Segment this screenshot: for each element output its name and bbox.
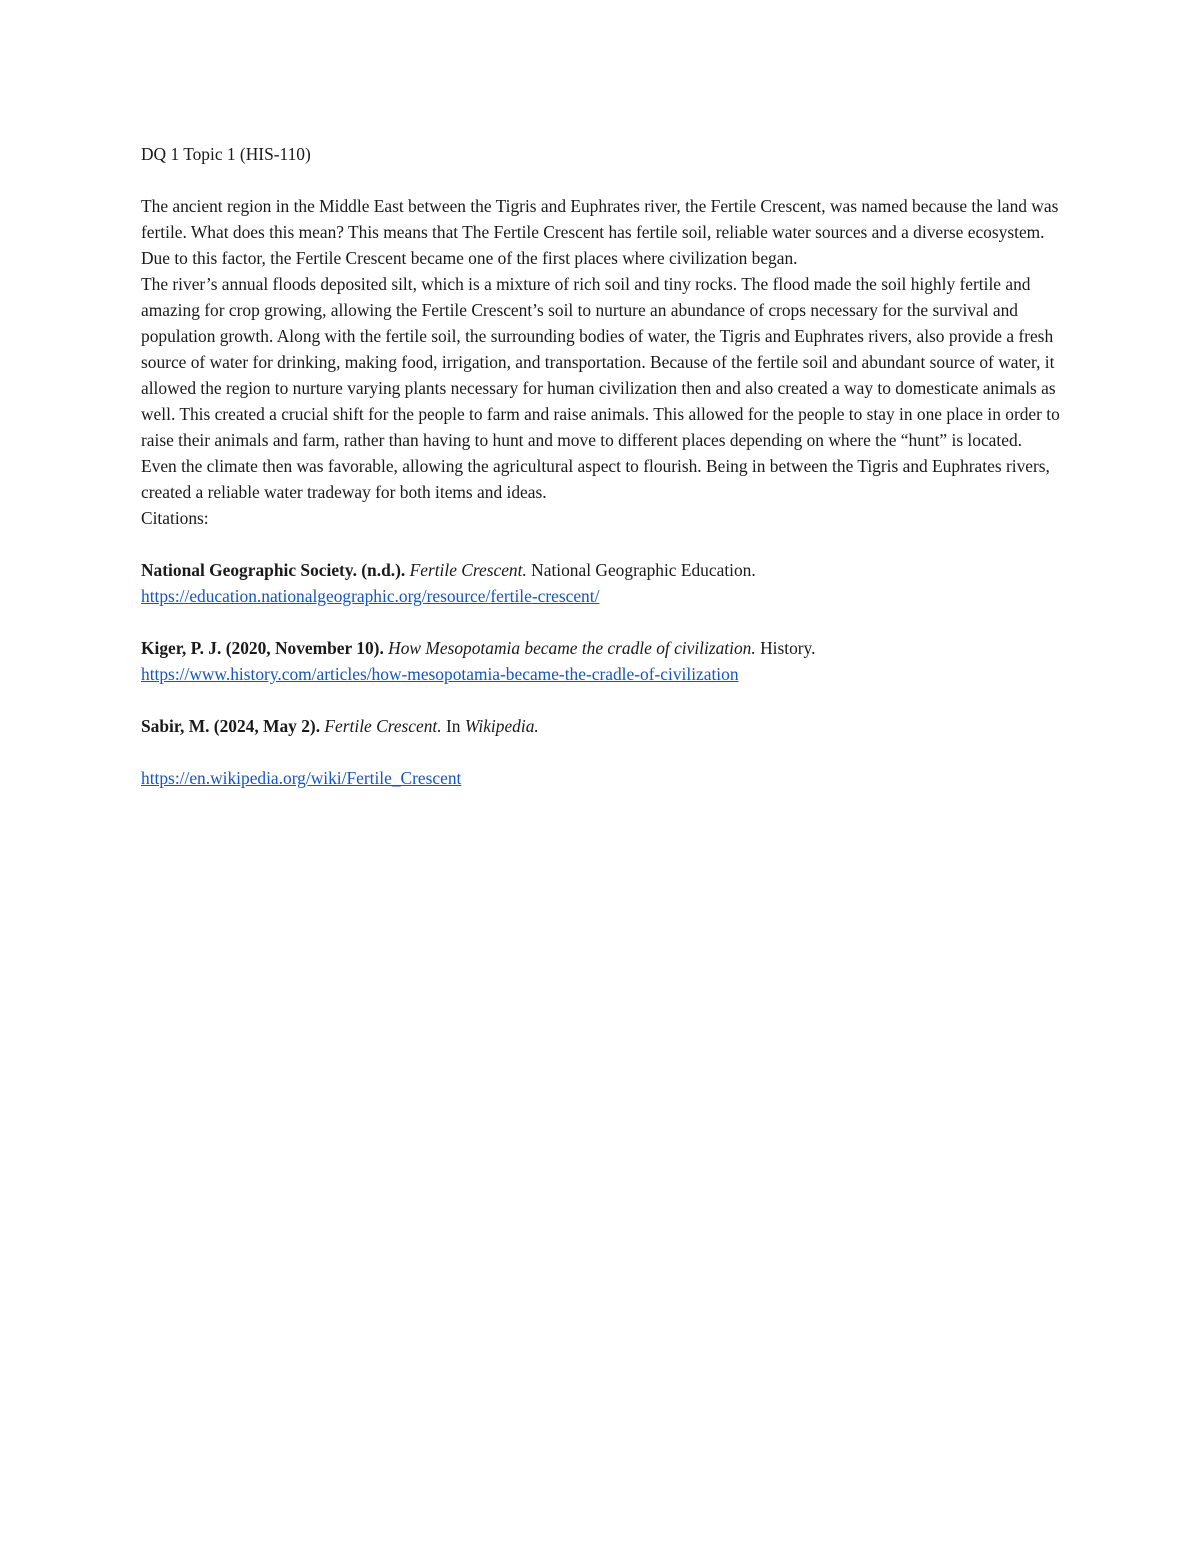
citations-heading: Citations: (141, 508, 209, 528)
body-paragraph-1: The ancient region in the Middle East between the Tigris and Euphrates river, the Fertile Crescent, was named because the land was fertile. What does this mean? This means that The Fertile Crescent has fertile soil, reliable water sources and a diverse ecosystem. Due to this factor, the Fertile Crescent became one of the first places where civilization began. (141, 196, 1059, 268)
citation-1-title: Fertile Crescent. (409, 560, 527, 580)
citation-3-reference (141, 713, 1061, 739)
document-title: DQ 1 Topic 1 (HIS-110) (141, 144, 311, 164)
citation-2-title: How Mesopotamia became the cradle of civilization. (388, 638, 756, 658)
citation-3-link[interactable]: https://en.wikipedia.org/wiki/Fertile_Crescent (141, 768, 462, 788)
citation-2-link[interactable]: https://www.history.com/articles/how-mesopotamia-became-the-cradle-of-civilization (141, 664, 739, 684)
citation-2-url-line (141, 661, 1061, 687)
blank-line (141, 739, 1061, 765)
citation-3-source: Wikipedia. (464, 716, 539, 736)
citation-3 (141, 713, 1061, 791)
citation-2-author: Kiger, P. J. (2020, November 10). (141, 638, 384, 658)
citation-1-author: National Geographic Society. (n.d.). (141, 560, 406, 580)
citation-3-title: Fertile Crescent. (324, 716, 442, 736)
document-body (141, 141, 1061, 791)
citation-3-author: Sabir, M. (2024, May 2). (141, 716, 321, 736)
citation-3-in: In (445, 716, 461, 736)
body-paragraph-2: The river’s annual floods deposited silt, which is a mixture of rich soil and tiny rocks. The flood made the soil highly fertile and amazing for crop growing, allowing the Fertile Crescent’s soil to nurture an abundance of crops necessary for the survival and population growth. Along with the fertile soil, the surrounding bodies of water, the Tigris and Euphrates rivers, also provide a fresh source of water for drinking, making food, irrigation, and transportation. Because of the fertile soil and abundant source of water, it allowed the region to nurture varying plants necessary for human civilization then and also created a way to domesticate animals as well. This created a crucial shift for the people to farm and raise animals. This allowed for the people to stay in one place in order to raise their animals and farm, rather than having to hunt and move to different places depending on where the “hunt” is located. Even the climate then was favorable, allowing the agricultural aspect to flourish. Being in between the Tigris and Euphrates rivers, created a reliable water tradeway for both items and ideas. (141, 274, 1060, 502)
citation-1-reference (141, 557, 1061, 583)
citation-1-publisher: National Geographic Education. (531, 560, 756, 580)
citation-3-url-line (141, 765, 1061, 791)
citation-2 (141, 635, 1061, 687)
citation-2-publisher: History. (760, 638, 816, 658)
citation-1-url-line (141, 583, 1061, 609)
citation-1-link[interactable]: https://education.nationalgeographic.org/resource/fertile-crescent/ (141, 586, 600, 606)
citation-2-reference (141, 635, 1061, 661)
citation-1 (141, 557, 1061, 609)
